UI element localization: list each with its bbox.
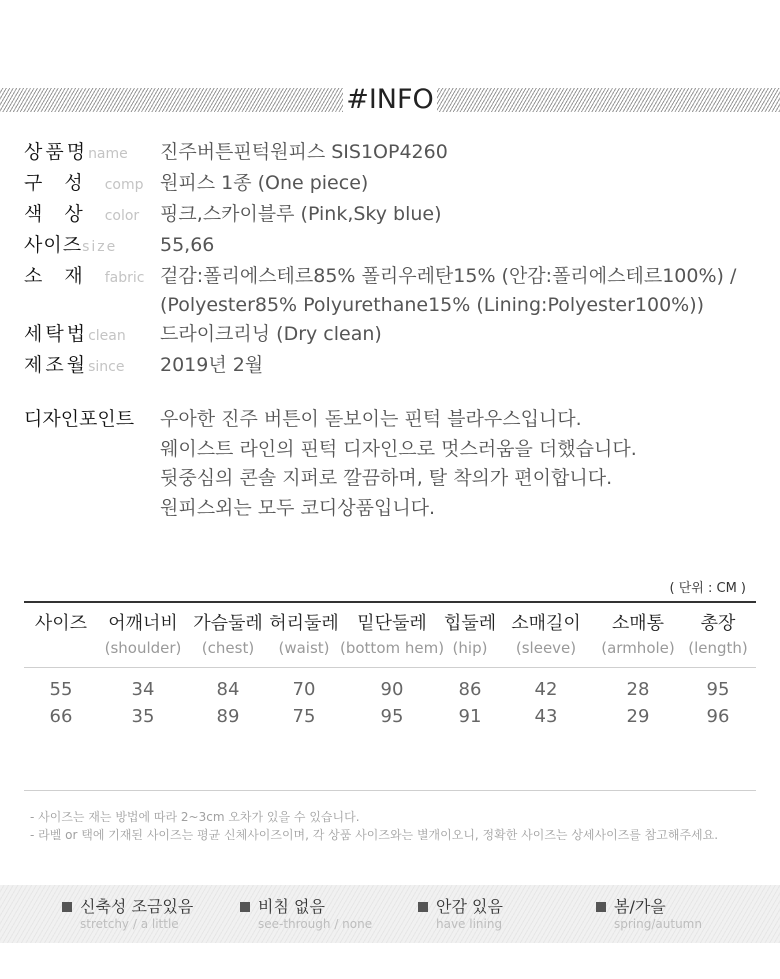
info-value: 드라이크리닝 (Dry clean) [160,323,382,345]
feature-season [596,897,702,931]
info-value: 원피스 1종 (One piece) [160,172,369,194]
square-bullet-icon [62,902,72,912]
size-cell: 42 [534,679,558,700]
size-cell: 89 [216,706,240,727]
feature-sub: spring/autumn [614,917,702,931]
design-point-line: 원피스외는 모두 코디상품입니다. [160,496,436,519]
size-header-en: (shoulder) [104,639,182,657]
size-table-body [24,668,756,730]
size-unit-label: ( 단위 : CM ) [669,581,746,596]
size-header-en: (sleeve) [515,639,577,657]
size-header-cell [340,603,444,667]
size-header-en: (length) [688,639,748,657]
product-info-list [24,138,774,382]
info-label-ko: 세탁법 [24,323,89,345]
size-cell: 84 [216,679,240,700]
size-header-en: (hip) [452,639,488,657]
info-heading-text: #INFO [343,84,437,115]
notes-divider [24,790,756,791]
feature-stretch [62,897,193,931]
size-header-cell [444,603,496,667]
feature-sub: have lining [436,917,503,931]
feature-label: 신축성 조금있음 [80,897,194,916]
note-line: - 사이즈는 재는 방법에 따라 2~3cm 오차가 있을 수 있습니다. [30,810,360,824]
info-label-ko: 소재 [24,265,105,287]
size-header-ko: 밑단둘레 [357,613,427,634]
feature-bar [0,885,780,943]
info-label-ko: 구성 [24,172,105,194]
design-point-section [24,405,774,523]
design-point-line: 뒷중심의 콘솔 지퍼로 깔끔하며, 탈 착의가 편이합니다. [160,467,613,489]
size-header-cell [596,603,680,667]
info-label-en: fabric [104,270,145,286]
size-cell: 91 [458,706,482,727]
info-value: 겉감:폴리에스테르85% 폴리우레탄15% (안감:폴리에스테르100%) / [160,265,737,287]
size-cell: 86 [458,679,482,700]
size-cell: 29 [626,706,650,727]
size-header-ko: 힙둘레 [444,613,497,634]
design-point-label: 디자인포인트 [24,408,135,430]
size-cell: 55 [49,679,73,700]
square-bullet-icon [240,902,250,912]
info-label-ko: 색상 [24,203,105,225]
size-header-en: (waist) [278,639,330,657]
size-header-en: (bottom hem) [340,639,445,657]
feature-label: 비침 없음 [258,897,325,916]
info-value: 55,66 [160,234,215,256]
info-row-color [24,200,774,231]
square-bullet-icon [596,902,606,912]
size-cell: 70 [292,679,316,700]
table-row [24,703,756,730]
info-row-since [24,351,774,382]
feature-label: 안감 있음 [436,897,503,916]
info-label-en: clean [88,328,126,344]
size-cell: 66 [49,706,73,727]
info-label-ko: 제조월 [24,354,89,376]
size-table-header [24,603,756,668]
size-header-ko: 허리둘레 [269,613,339,634]
size-header-ko: 어깨너비 [108,613,178,634]
design-point-line: 우아한 진주 버튼이 돋보이는 핀턱 블라우스입니다. [160,408,582,430]
size-header-ko: 사이즈 [34,613,88,634]
info-value-en: (Polyester85% Polyurethane15% (Lining:Polyester100%)) [160,294,705,316]
size-header-ko: 가슴둘레 [193,613,263,634]
feature-sub: see-through / none [258,917,373,931]
size-table [24,601,756,730]
square-bullet-icon [418,902,428,912]
table-row [24,676,756,703]
info-label-ko: 상품명 [24,141,89,163]
size-header-ko: 소매통 [611,613,665,634]
info-row-comp [24,169,774,200]
size-header-cell [268,603,340,667]
info-row-name [24,138,774,169]
info-label-en: comp [104,177,144,193]
size-cell: 28 [626,679,650,700]
size-cell: 35 [131,706,155,727]
info-value: 핑크,스카이블루 (Pink,Sky blue) [160,203,442,225]
size-header-cell [98,603,188,667]
size-cell: 96 [706,706,730,727]
size-cell: 90 [380,679,404,700]
feature-lining [418,897,503,931]
size-header-cell [680,603,756,667]
size-cell: 95 [706,679,730,700]
info-row-clean [24,320,774,351]
size-header-ko: 소매길이 [511,613,581,634]
info-row-size [24,231,774,262]
info-label-ko: 사이즈 [24,234,83,256]
info-label-en: color [104,208,140,224]
info-label-en: size [82,239,118,255]
size-cell: 43 [534,706,558,727]
size-header-ko: 총장 [700,613,736,634]
size-header-cell [24,603,98,667]
info-heading [0,84,780,116]
feature-see-through [240,897,372,931]
info-value: 2019년 2월 [160,354,264,376]
info-value: 진주버튼핀턱원피스 SIS1OP4260 [160,141,448,163]
info-label-en: name [88,146,128,162]
size-header-en: (armhole) [601,639,675,657]
size-header-en: (chest) [201,639,255,657]
size-notes [30,808,718,844]
info-row-fabric [24,262,774,320]
feature-label: 봄/가을 [614,897,666,916]
size-cell: 95 [380,706,404,727]
size-header-cell [496,603,596,667]
size-cell: 34 [131,679,155,700]
note-line: - 라벨 or 택에 기재된 사이즈는 평균 신체사이즈이며, 각 상품 사이즈와는 별개이오니, 정확한 사이즈는 상세사이즈를 참고해주세요. [30,828,719,842]
info-label-en: since [88,359,125,375]
design-point-line: 웨이스트 라인의 핀턱 디자인으로 멋스러움을 더했습니다. [160,437,637,460]
feature-sub: stretchy / a little [80,917,179,931]
size-cell: 75 [292,706,316,727]
design-point-lines [160,405,637,523]
size-header-cell [188,603,268,667]
